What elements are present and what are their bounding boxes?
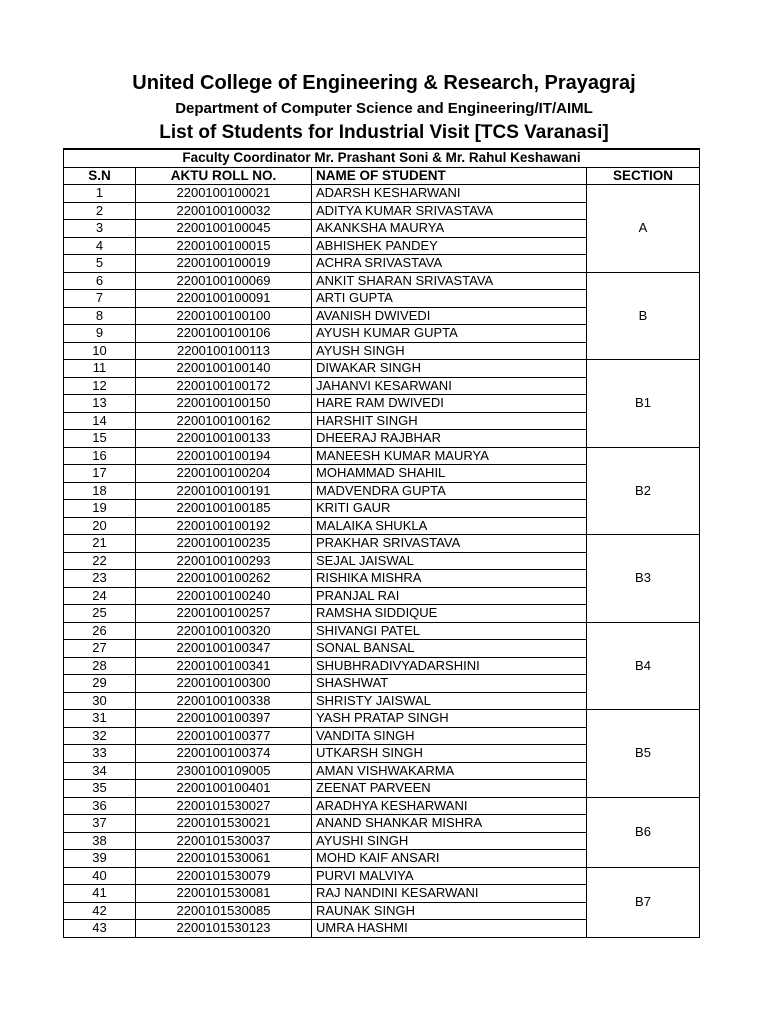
roll-number-cell: 2200100100185 bbox=[136, 500, 312, 518]
student-name-cell: ANAND SHANKAR MISHRA bbox=[312, 815, 587, 833]
student-name-cell: UMRA HASHMI bbox=[312, 920, 587, 938]
roll-number-cell: 2200101530081 bbox=[136, 885, 312, 903]
roll-number-cell: 2200100100204 bbox=[136, 465, 312, 483]
serial-number-cell: 20 bbox=[64, 517, 136, 535]
serial-number-cell: 35 bbox=[64, 780, 136, 798]
student-name-cell: SHRISTY JAISWAL bbox=[312, 692, 587, 710]
serial-number-cell: 13 bbox=[64, 395, 136, 413]
serial-number-cell: 5 bbox=[64, 255, 136, 273]
column-header-name: NAME OF STUDENT bbox=[312, 167, 587, 185]
serial-number-cell: 34 bbox=[64, 762, 136, 780]
serial-number-cell: 40 bbox=[64, 867, 136, 885]
roll-number-cell: 2200100100100 bbox=[136, 307, 312, 325]
serial-number-cell: 9 bbox=[64, 325, 136, 343]
student-name-cell: JAHANVI KESARWANI bbox=[312, 377, 587, 395]
roll-number-cell: 2200100100338 bbox=[136, 692, 312, 710]
roll-number-cell: 2200101530021 bbox=[136, 815, 312, 833]
table-row bbox=[64, 272, 700, 290]
section-cell: B6 bbox=[587, 797, 700, 867]
roll-number-cell: 2200100100293 bbox=[136, 552, 312, 570]
serial-number-cell: 24 bbox=[64, 587, 136, 605]
roll-number-cell: 2200100100374 bbox=[136, 745, 312, 763]
roll-number-cell: 2200100100257 bbox=[136, 605, 312, 623]
roll-number-cell: 2200100100133 bbox=[136, 430, 312, 448]
roll-number-cell: 2200100100021 bbox=[136, 185, 312, 203]
serial-number-cell: 26 bbox=[64, 622, 136, 640]
roll-number-cell: 2200100100262 bbox=[136, 570, 312, 588]
roll-number-cell: 2200100100069 bbox=[136, 272, 312, 290]
column-header-sn: S.N bbox=[64, 167, 136, 185]
student-name-cell: AKANKSHA MAURYA bbox=[312, 220, 587, 238]
roll-number-cell: 2200100100240 bbox=[136, 587, 312, 605]
roll-number-cell: 2200100100191 bbox=[136, 482, 312, 500]
section-cell: B2 bbox=[587, 447, 700, 535]
serial-number-cell: 2 bbox=[64, 202, 136, 220]
serial-number-cell: 22 bbox=[64, 552, 136, 570]
serial-number-cell: 3 bbox=[64, 220, 136, 238]
table-row bbox=[64, 185, 700, 203]
student-name-cell: SHIVANGI PATEL bbox=[312, 622, 587, 640]
student-name-cell: MOHD KAIF ANSARI bbox=[312, 850, 587, 868]
student-name-cell: ABHISHEK PANDEY bbox=[312, 237, 587, 255]
student-name-cell: YASH PRATAP SINGH bbox=[312, 710, 587, 728]
student-name-cell: RAJ NANDINI KESARWANI bbox=[312, 885, 587, 903]
serial-number-cell: 36 bbox=[64, 797, 136, 815]
student-name-cell: KRITI GAUR bbox=[312, 500, 587, 518]
serial-number-cell: 19 bbox=[64, 500, 136, 518]
student-name-cell: SHUBHRADIVYADARSHINI bbox=[312, 657, 587, 675]
student-name-cell: AYUSH SINGH bbox=[312, 342, 587, 360]
table-row bbox=[64, 622, 700, 640]
roll-number-cell: 2200100100113 bbox=[136, 342, 312, 360]
roll-number-cell: 2200100100300 bbox=[136, 675, 312, 693]
student-name-cell: ADARSH KESHARWANI bbox=[312, 185, 587, 203]
serial-number-cell: 10 bbox=[64, 342, 136, 360]
serial-number-cell: 31 bbox=[64, 710, 136, 728]
coordinator-row bbox=[64, 149, 700, 167]
roll-number-cell: 2200100100320 bbox=[136, 622, 312, 640]
section-cell: B3 bbox=[587, 535, 700, 623]
serial-number-cell: 30 bbox=[64, 692, 136, 710]
student-name-cell: ARTI GUPTA bbox=[312, 290, 587, 308]
serial-number-cell: 43 bbox=[64, 920, 136, 938]
roll-number-cell: 2200101530123 bbox=[136, 920, 312, 938]
student-name-cell: MANEESH KUMAR MAURYA bbox=[312, 447, 587, 465]
table-row bbox=[64, 535, 700, 553]
section-cell: B7 bbox=[587, 867, 700, 937]
student-name-cell: ACHRA SRIVASTAVA bbox=[312, 255, 587, 273]
roll-number-cell: 2200101530037 bbox=[136, 832, 312, 850]
column-header-section: SECTION bbox=[587, 167, 700, 185]
student-name-cell: AVANISH DWIVEDI bbox=[312, 307, 587, 325]
student-name-cell: DIWAKAR SINGH bbox=[312, 360, 587, 378]
roll-number-cell: 2200100100045 bbox=[136, 220, 312, 238]
serial-number-cell: 15 bbox=[64, 430, 136, 448]
college-title: United College of Engineering & Research, Prayagraj bbox=[132, 72, 636, 94]
student-table bbox=[63, 148, 700, 938]
serial-number-cell: 39 bbox=[64, 850, 136, 868]
roll-number-cell: 2200101530027 bbox=[136, 797, 312, 815]
student-name-cell: MOHAMMAD SHAHIL bbox=[312, 465, 587, 483]
student-name-cell: MALAIKA SHUKLA bbox=[312, 517, 587, 535]
list-title: List of Students for Industrial Visit [TCS Varanasi] bbox=[159, 122, 609, 143]
student-name-cell: SONAL BANSAL bbox=[312, 640, 587, 658]
serial-number-cell: 33 bbox=[64, 745, 136, 763]
serial-number-cell: 4 bbox=[64, 237, 136, 255]
student-name-cell: DHEERAJ RAJBHAR bbox=[312, 430, 587, 448]
roll-number-cell: 2200101530061 bbox=[136, 850, 312, 868]
department-subtitle: Department of Computer Science and Engineering/IT/AIML bbox=[175, 100, 593, 117]
student-name-cell: HARE RAM DWIVEDI bbox=[312, 395, 587, 413]
student-name-cell: ARADHYA KESHARWANI bbox=[312, 797, 587, 815]
student-name-cell: RISHIKA MISHRA bbox=[312, 570, 587, 588]
table-row bbox=[64, 867, 700, 885]
serial-number-cell: 28 bbox=[64, 657, 136, 675]
serial-number-cell: 16 bbox=[64, 447, 136, 465]
serial-number-cell: 8 bbox=[64, 307, 136, 325]
table-row bbox=[64, 447, 700, 465]
roll-number-cell: 2200100100019 bbox=[136, 255, 312, 273]
section-cell: B bbox=[587, 272, 700, 360]
roll-number-cell: 2200100100377 bbox=[136, 727, 312, 745]
roll-number-cell: 2200100100091 bbox=[136, 290, 312, 308]
student-name-cell: PRANJAL RAI bbox=[312, 587, 587, 605]
roll-number-cell: 2200100100397 bbox=[136, 710, 312, 728]
student-name-cell: PRAKHAR SRIVASTAVA bbox=[312, 535, 587, 553]
roll-number-cell: 2200100100106 bbox=[136, 325, 312, 343]
serial-number-cell: 37 bbox=[64, 815, 136, 833]
serial-number-cell: 12 bbox=[64, 377, 136, 395]
serial-number-cell: 23 bbox=[64, 570, 136, 588]
serial-number-cell: 6 bbox=[64, 272, 136, 290]
student-name-cell: UTKARSH SINGH bbox=[312, 745, 587, 763]
serial-number-cell: 14 bbox=[64, 412, 136, 430]
serial-number-cell: 17 bbox=[64, 465, 136, 483]
student-name-cell: AYUSH KUMAR GUPTA bbox=[312, 325, 587, 343]
serial-number-cell: 7 bbox=[64, 290, 136, 308]
student-name-cell: ANKIT SHARAN SRIVASTAVA bbox=[312, 272, 587, 290]
serial-number-cell: 1 bbox=[64, 185, 136, 203]
serial-number-cell: 41 bbox=[64, 885, 136, 903]
serial-number-cell: 27 bbox=[64, 640, 136, 658]
faculty-coordinator: Faculty Coordinator Mr. Prashant Soni & Mr. Rahul Keshawani bbox=[64, 149, 700, 167]
header-row bbox=[64, 167, 700, 185]
section-cell: A bbox=[587, 185, 700, 273]
table-row bbox=[64, 360, 700, 378]
roll-number-cell: 2200100100401 bbox=[136, 780, 312, 798]
roll-number-cell: 2200101530085 bbox=[136, 902, 312, 920]
serial-number-cell: 21 bbox=[64, 535, 136, 553]
student-name-cell: RAMSHA SIDDIQUE bbox=[312, 605, 587, 623]
roll-number-cell: 2200100100172 bbox=[136, 377, 312, 395]
roll-number-cell: 2200100100032 bbox=[136, 202, 312, 220]
roll-number-cell: 2200100100150 bbox=[136, 395, 312, 413]
serial-number-cell: 32 bbox=[64, 727, 136, 745]
roll-number-cell: 2200100100341 bbox=[136, 657, 312, 675]
student-rows bbox=[64, 185, 700, 938]
serial-number-cell: 38 bbox=[64, 832, 136, 850]
student-name-cell: VANDITA SINGH bbox=[312, 727, 587, 745]
roll-number-cell: 2300100109005 bbox=[136, 762, 312, 780]
roll-number-cell: 2200101530079 bbox=[136, 867, 312, 885]
roll-number-cell: 2200100100192 bbox=[136, 517, 312, 535]
roll-number-cell: 2200100100140 bbox=[136, 360, 312, 378]
student-name-cell: ZEENAT PARVEEN bbox=[312, 780, 587, 798]
section-cell: B4 bbox=[587, 622, 700, 710]
serial-number-cell: 25 bbox=[64, 605, 136, 623]
student-name-cell: RAUNAK SINGH bbox=[312, 902, 587, 920]
serial-number-cell: 29 bbox=[64, 675, 136, 693]
student-name-cell: MADVENDRA GUPTA bbox=[312, 482, 587, 500]
roll-number-cell: 2200100100235 bbox=[136, 535, 312, 553]
student-name-cell: SEJAL JAISWAL bbox=[312, 552, 587, 570]
section-cell: B5 bbox=[587, 710, 700, 798]
section-cell: B1 bbox=[587, 360, 700, 448]
column-header-roll-no: AKTU ROLL NO. bbox=[136, 167, 312, 185]
student-name-cell: PURVI MALVIYA bbox=[312, 867, 587, 885]
student-name-cell: HARSHIT SINGH bbox=[312, 412, 587, 430]
student-name-cell: SHASHWAT bbox=[312, 675, 587, 693]
roll-number-cell: 2200100100015 bbox=[136, 237, 312, 255]
serial-number-cell: 11 bbox=[64, 360, 136, 378]
serial-number-cell: 42 bbox=[64, 902, 136, 920]
table-row bbox=[64, 797, 700, 815]
roll-number-cell: 2200100100347 bbox=[136, 640, 312, 658]
roll-number-cell: 2200100100162 bbox=[136, 412, 312, 430]
table-row bbox=[64, 710, 700, 728]
serial-number-cell: 18 bbox=[64, 482, 136, 500]
student-name-cell: ADITYA KUMAR SRIVASTAVA bbox=[312, 202, 587, 220]
student-name-cell: AMAN VISHWAKARMA bbox=[312, 762, 587, 780]
student-name-cell: AYUSHI SINGH bbox=[312, 832, 587, 850]
roll-number-cell: 2200100100194 bbox=[136, 447, 312, 465]
